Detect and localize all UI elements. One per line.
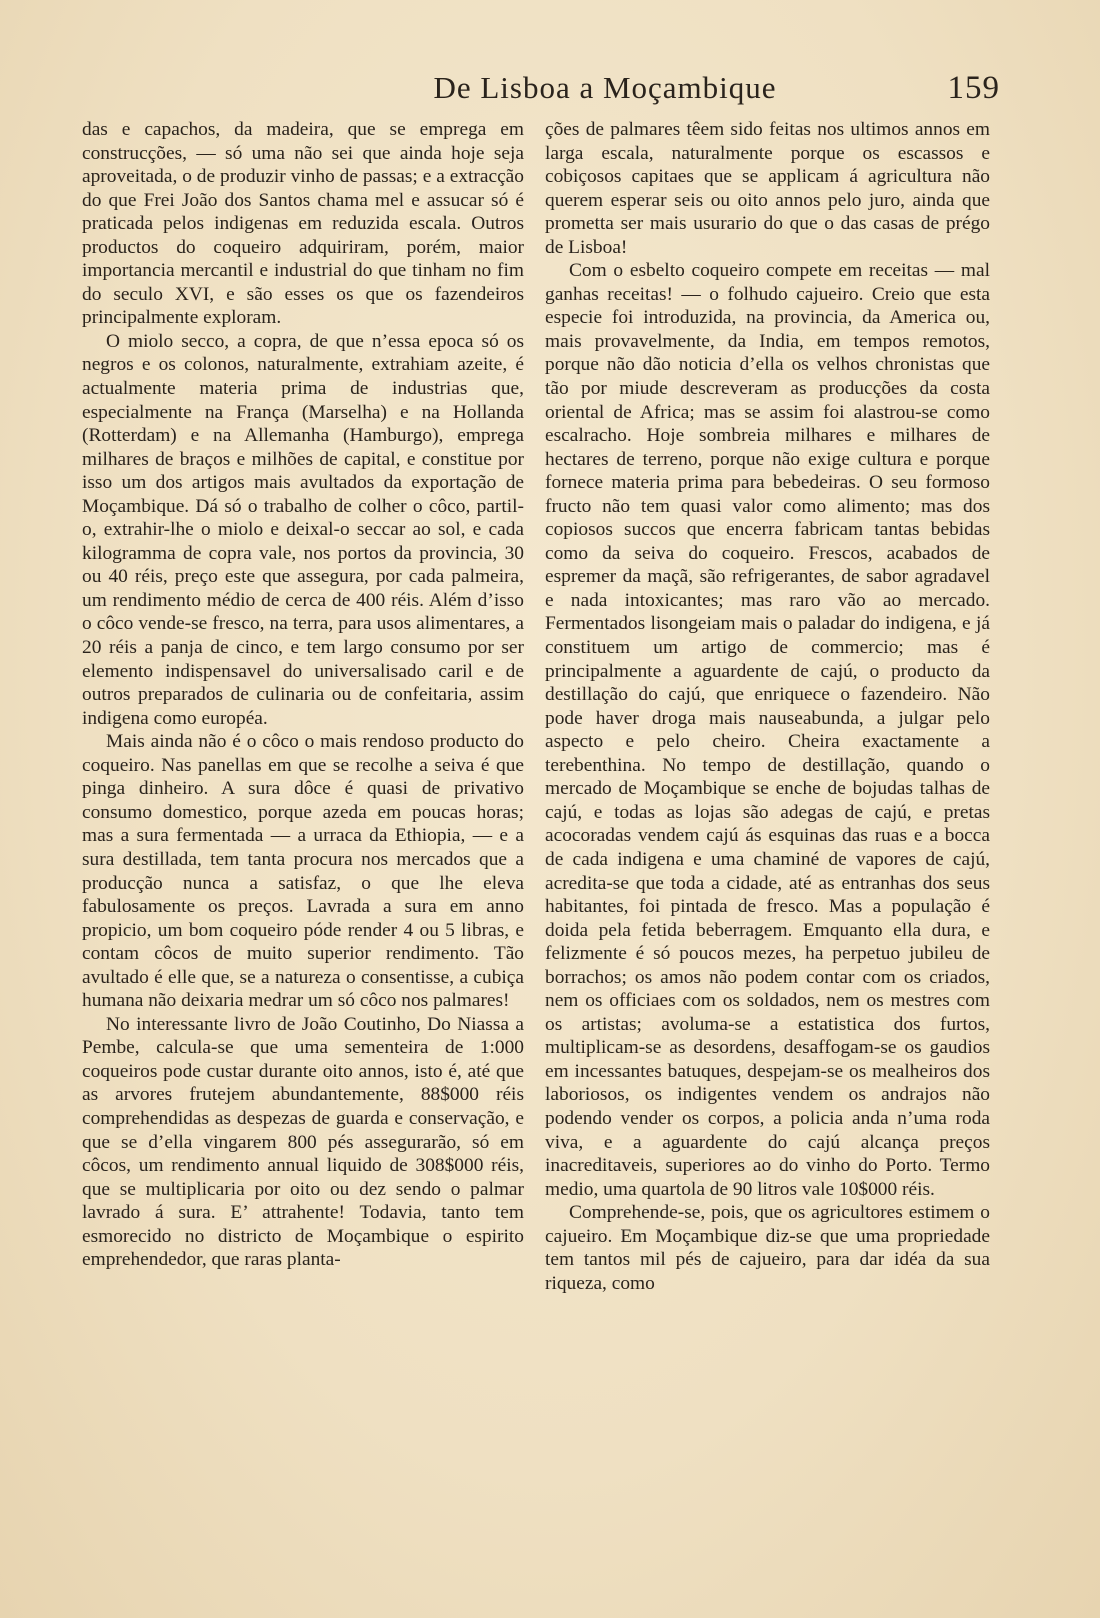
paragraph: Mais ainda não é o côco o mais rendoso producto do coqueiro. Nas panellas em que se recolhe a seiva é que pinga dinheiro. A sura dôce é quasi de privativo consumo domestico, porque azeda em poucas horas; mas a sura fermentada — a urraca da Ethiopia, — e a sura destillada, tem tanta procura nos mercados que a producção nunca a satisfaz, o que lhe eleva fabulosamente os preços. Lavrada a sura em anno propicio, um bom coqueiro póde render 4 ou 5 libras, e contam côcos de muito superior rendimento. Tão avultado é elle que, se a natureza o consentisse, a cubiça humana não deixaria medrar um só côco nos palmares!	[82, 731, 524, 1012]
running-title: De Lisboa a Moçambique	[433, 70, 777, 105]
paragraph: ções de palmares têem sido feitas nos ultimos annos em larga escala, naturalmente porque os escassos e cobiçosos capitaes que se applicam á agricultura não querem esperar seis ou oito annos pelo juro, ainda que prometta ser mais usurario do que o das casas de prégo de Lisboa!	[545, 119, 990, 258]
right-column	[545, 118, 990, 1295]
paragraph: O miolo secco, a copra, de que n’essa epoca só os negros e os colonos, naturalmente, extrahiam azeite, é actualmente materia prima de industrias que, especialmente na França (Marselha) e na Hollanda (Rotterdam) e na Allemanha (Hamburgo), emprega milhares de braços e milhões de capital, e constitue por isso um dos artigos mais avultados da exportação de Moçambique. Dá só o trabalho de colher o côco, partil-o, extrahir-lhe o miolo e deixal-o seccar ao sol, e cada kilogramma de copra vale, nos portos da provincia, 30 ou 40 réis, preço este que assegura, por cada palmeira, um rendimento médio de cerca de 400 réis. Além d’isso o côco vende-se fresco, na terra, para usos alimentares, a 20 réis a panja de cinco, e tem largo consumo por ser elemento indispensavel do universalisado caril e de outros preparados de culinaria ou de confeitaria, assim indigena como européa.	[82, 330, 524, 729]
page-number: 159	[947, 70, 1000, 106]
paragraph: Com o esbelto coqueiro compete em receitas — mal ganhas receitas! — o folhudo cajueiro. Creio que esta especie foi introduzida, na provincia, da America ou, mais provavelmente, da India, em tempos remotos, porque não dão noticia d’ella os velhos chronistas que tão por miude descreveram as producções da costa oriental de Africa; mas se assim foi alastrou-se como escalracho. Hoje sombreia milhares e milhares de hectares de terreno, porque não exige cultura e porque fornece materia prima para bebedeiras. O seu formoso fructo não tem quasi valor como alimento; mas dos copiosos succos que encerra fabricam tantas bebidas como da seiva do coqueiro. Frescos, acabados de espremer da maçã, são refrigerantes, de sabor agradavel e nada intoxicantes; mas raro vão ao mercado. Fermentados lisongeiam mais o paladar do indigena, e já constituem um artigo de commercio; mas é principalmente a aguardente de cajú, o producto da destillação do cajú, que enriquece o fazendeiro. Não pode haver droga mais nauseabunda, a julgar pelo aspecto e pelo cheiro. Cheira exactamente a terebenthina. No tempo de destillação, quando o mercado de Moçambique se enche de bojudas talhas de cajú, e todas as lojas são adegas de cajú, e pretas acocoradas vendem cajú ás esquinas das ruas e a bocca de cada indigena e uma chaminé de vapores de cajú, acredita-se que toda a cidade, até as entranhas dos seus habitantes, foi pintada de fresco. Mas a população é doida pela fetida beberragem. Emquanto ella dura, e felizmente é só poucos mezes, ha perpetuo jubileu de borrachos; os amos não podem contar com os criados, nem os officiaes com os soldados, nem os mestres com os artistas; avoluma-se a estatistica dos furtos, multiplicam-se as desordens, desaffogam-se os gaudios em incessantes batuques, despejam-se os mealheiros dos laboriosos, os indigentes vendem os andrajos não podendo vender os corpos, a policia anda n’uma roda viva, e a aguardente do cajú alcança preços inacreditaveis, superiores ao do vinho do Porto. Termo medio, uma quartola de 90 litros vale 10$000 réis.	[545, 260, 990, 1200]
paragraph: No interessante livro de João Coutinho, Do Niassa a Pembe, calcula-se que uma sementeira de 1:000 coqueiros pode custar durante oito annos, isto é, até que as arvores frutejem abundantemente, 88$000 réis comprehendidas as despezas de guarda e conservação, e que se d’ella vingarem 800 pés assegurarão, só em côcos, um rendimento annual liquido de 308$000 réis, que se multiplicaria por oito ou dez sendo o palmar lavrado á sura. E’ attrahente! Todavia, tanto tem esmorecido no districto de Moçambique o espirito emprehendedor, que raras planta-	[82, 1013, 524, 1271]
paragraph: Comprehende-se, pois, que os agricultores estimem o cajueiro. Em Moçambique diz-se que uma propriedade tem tantos mil pés de cajueiro, para dar idéa da sua riqueza, como	[545, 1202, 990, 1294]
paragraph: das e capachos, da madeira, que se emprega em construcções, — só uma não sei que ainda hoje seja aproveitada, o de produzir vinho de passas; e a extracção do que Frei João dos Santos chama mel e assucar só é praticada pelos indigenas em reduzida escala. Outros productos do coqueiro adquiriram, porém, maior importancia mercantil e industrial do que tinham no fim do seculo XVI, e são esses os que os fazendeiros principalmente exploram.	[82, 119, 524, 329]
left-column	[82, 118, 524, 1272]
page-header	[80, 68, 1000, 116]
